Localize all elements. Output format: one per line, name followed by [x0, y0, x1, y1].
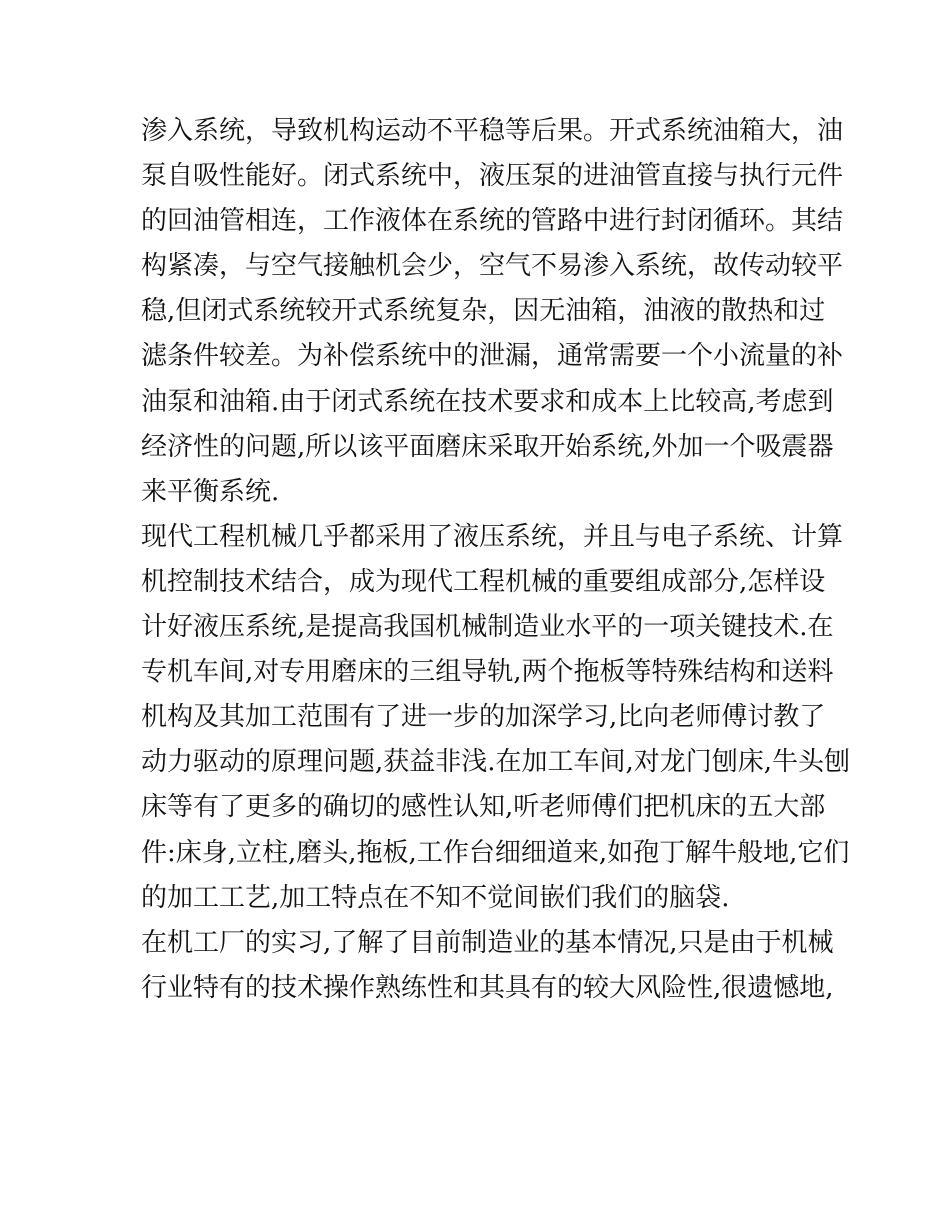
text-line: 行业特有的技术操作熟练性和其具有的较大风险性,很遗憾地,: [141, 972, 834, 1003]
text-line: 机构及其加工范围有了进一步的加深学习,比向老师傅讨教了: [141, 702, 826, 733]
paragraph-factory-internship: [141, 921, 834, 1011]
text-line: 稳,但闭式系统较开式系统复杂，因无油箱，油液的散热和过: [141, 296, 826, 327]
paragraph-modern-machinery: [141, 515, 851, 921]
text-line: 滤条件较差。为补偿系统中的泄漏，通常需要一个小流量的补: [141, 341, 844, 372]
text-line: 床等有了更多的确切的感性认知,听老师傅们把机床的五大部: [141, 792, 826, 823]
text-line: 来平衡系统.: [141, 476, 280, 507]
text-line: 专机车间,对专用磨床的三组导轨,两个拖板等特殊结构和送料: [141, 657, 834, 688]
text-line: 的回油管相连，工作液体在系统的管路中进行封闭循环。其结: [141, 206, 844, 237]
text-line: 的加工工艺,加工特点在不知不觉间嵌们我们的脑袋.: [141, 882, 730, 913]
text-line: 泵自吸性能好。闭式系统中，液压泵的进油管直接与执行元件: [141, 161, 844, 192]
text-line: 渗入系统，导致机构运动不平稳等后果。开式系统油箱大，油: [141, 116, 844, 146]
body-text: [141, 109, 851, 1011]
text-line: 件:床身,立柱,磨头,拖板,工作台细细道来,如孢丁解牛般地,它们: [141, 837, 850, 868]
paragraph-hydraulic-systems: [141, 109, 844, 515]
text-line: 动力驱动的原理问题,获益非浅.在加工车间,对龙门刨床,牛头刨: [141, 747, 851, 778]
text-line: 现代工程机械几乎都采用了液压系统，并且与电子系统、计算: [141, 521, 844, 552]
text-line: 在机工厂的实习,了解了目前制造业的基本情况,只是由于机械: [141, 927, 834, 958]
text-line: 油泵和油箱.由于闭式系统在技术要求和成本上比较高,考虑到: [141, 386, 834, 417]
text-line: 构紧凑，与空气接触机会少，空气不易渗入系统，故传动较平: [141, 251, 844, 282]
text-line: 经济性的问题,所以该平面磨床采取开始系统,外加一个吸震器: [141, 431, 834, 462]
text-line: 计好液压系统,是提高我国机械制造业水平的一项关键技术.在: [141, 612, 834, 643]
text-line: 机控制技术结合，成为现代工程机械的重要组成部分,怎样设: [141, 566, 826, 597]
